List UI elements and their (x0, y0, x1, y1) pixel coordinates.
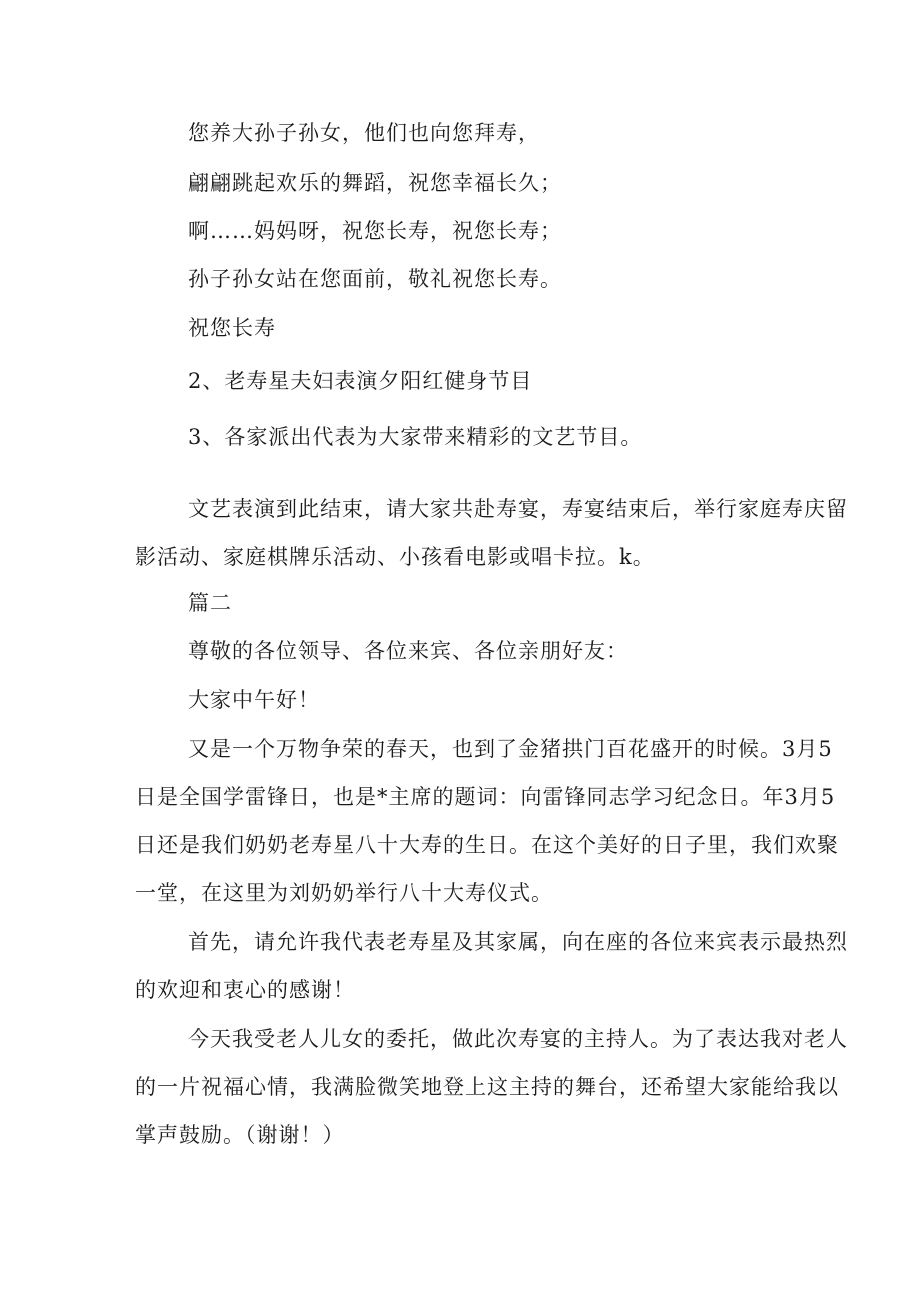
paragraph-line: 的欢迎和衷心的感谢！ (135, 978, 355, 1002)
section-title: 篇二 (188, 591, 232, 615)
hello-line: 大家中午好！ (188, 688, 320, 712)
song-title: 祝您长寿 (188, 316, 276, 340)
paragraph-line: 又是一个万物争荣的春天，也到了金猪拱门百花盛开的时候。3月5 (188, 737, 833, 761)
poem-line: 您养大孙子孙女，他们也向您拜寿， (188, 121, 540, 145)
closing-line: 影活动、家庭棋牌乐活动、小孩看电影或唱卡拉。k。 (135, 545, 655, 569)
poem-line: 啊……妈妈呀，祝您长寿，祝您长寿； (188, 219, 562, 243)
greeting: 尊敬的各位领导、各位来宾、各位亲朋好友： (188, 639, 628, 663)
paragraph-line: 日还是我们奶奶老寿星八十大寿的生日。在这个美好的日子里，我们欢聚 (135, 833, 839, 857)
paragraph-line: 首先，请允许我代表老寿星及其家属，向在座的各位来宾表示最热烈 (188, 930, 848, 954)
paragraph-line: 掌声鼓励。（谢谢！） (135, 1123, 345, 1147)
closing-line: 文艺表演到此结束，请大家共赴寿宴，寿宴结束后，举行家庭寿庆留 (188, 497, 848, 521)
paragraph-line: 今天我受老人儿女的委托，做此次寿宴的主持人。为了表达我对老人 (188, 1027, 848, 1051)
paragraph-line: 一堂，在这里为刘奶奶举行八十大寿仪式。 (135, 881, 553, 905)
poem-line: 孙子孙女站在您面前，敬礼祝您长寿。 (188, 267, 562, 291)
program-item: 2、老寿星夫妇表演夕阳红健身节目 (188, 369, 533, 393)
paragraph-line: 的一片祝福心情，我满脸微笑地登上这主持的舞台，还希望大家能给我以 (135, 1075, 839, 1099)
program-item: 3、各家派出代表为大家带来精彩的文艺节目。 (188, 425, 643, 449)
poem-line: 翩翩跳起欢乐的舞蹈，祝您幸福长久； (188, 171, 562, 195)
paragraph-line: 日是全国学雷锋日，也是*主席的题词：向雷锋同志学习纪念日。年3月5 (135, 785, 836, 809)
